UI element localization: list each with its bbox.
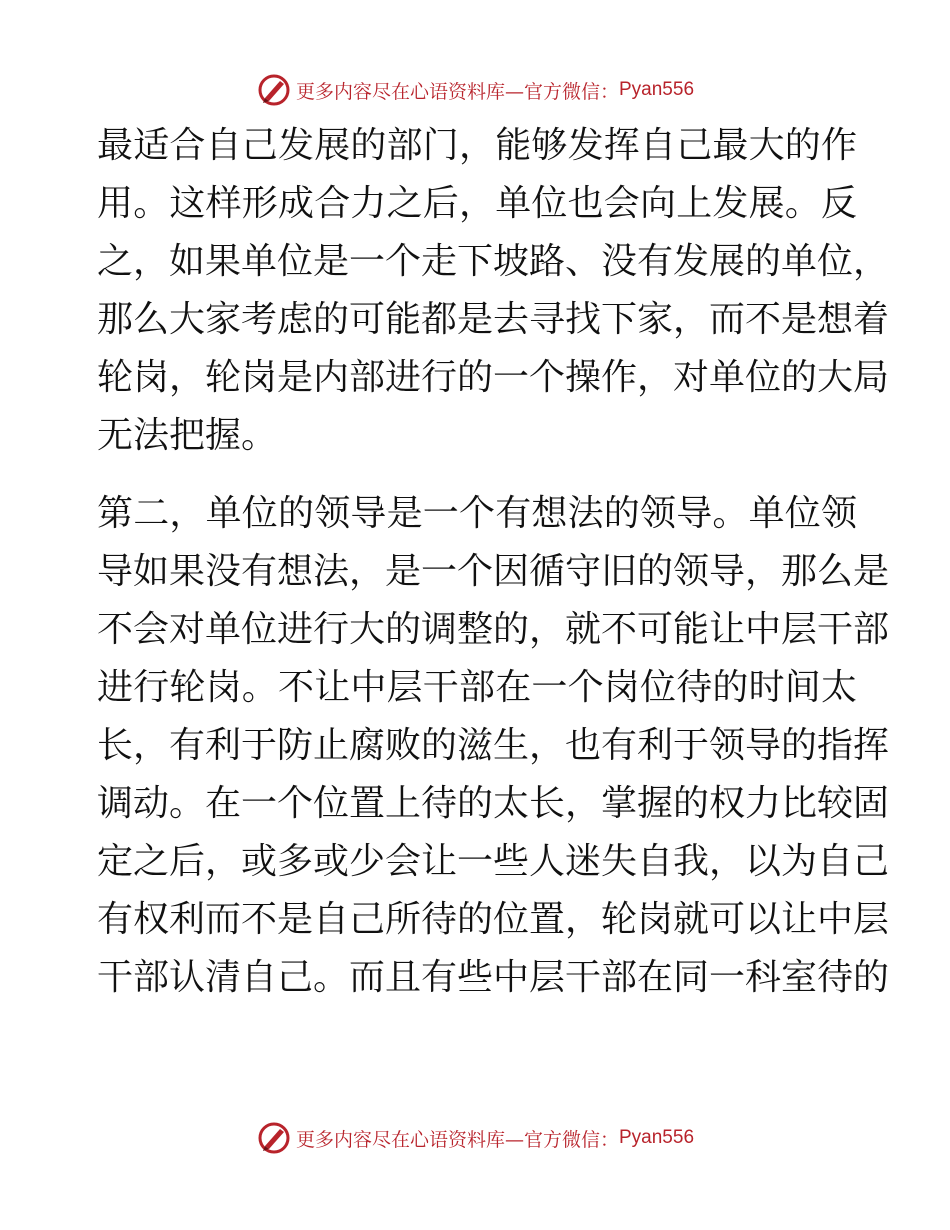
pen-circle-logo-icon: [256, 1120, 292, 1156]
text-line: 用。这样形成合力之后，单位也会向上发展。反: [97, 183, 857, 224]
watermark-wechat-handle: Pyan556: [619, 79, 695, 100]
text-line: 长，有利于防止腐败的滋生，也有利于领导的指挥: [97, 725, 890, 766]
text-line: 定之后，或多或少会让一些人迷失自我，以为自己: [97, 841, 890, 882]
text-line: 第二，单位的领导是一个有想法的领导。单位领: [97, 493, 857, 534]
watermark-text: 更多内容尽在心语资料库—官方微信：: [295, 1128, 619, 1151]
text-line: 之，如果单位是一个走下坡路、没有发展的单位，: [97, 241, 890, 282]
text-line: 轮岗，轮岗是内部进行的一个操作，对单位的大局: [97, 357, 890, 398]
watermark-text: 更多内容尽在心语资料库—官方微信：: [295, 80, 619, 103]
watermark-wechat-handle: Pyan556: [619, 1127, 695, 1148]
text-line: 最适合自己发展的部门，能够发挥自己最大的作: [97, 125, 857, 166]
text-line: 无法把握。: [97, 415, 278, 456]
text-line: 不会对单位进行大的调整的，就不可能让中层干部: [97, 609, 890, 650]
header-watermark-banner: [0, 70, 950, 110]
text-line: 有权利而不是自己所待的位置，轮岗就可以让中层: [97, 899, 890, 940]
text-line: 导如果没有想法，是一个因循守旧的领导，那么是: [97, 551, 890, 592]
footer-watermark-banner: [0, 1118, 950, 1158]
text-line: 干部认清自己。而且有些中层干部在同一科室待的: [97, 957, 890, 998]
text-line: 那么大家考虑的可能都是去寻找下家，而不是想着: [97, 299, 890, 340]
body-paragraph-1: [97, 117, 890, 465]
text-line: 调动。在一个位置上待的太长，掌握的权力比较固: [97, 783, 890, 824]
text-line: 进行轮岗。不让中层干部在一个岗位待的时间太: [97, 667, 857, 708]
pen-circle-logo-icon: [256, 72, 292, 108]
body-paragraph-2: [97, 485, 890, 1007]
